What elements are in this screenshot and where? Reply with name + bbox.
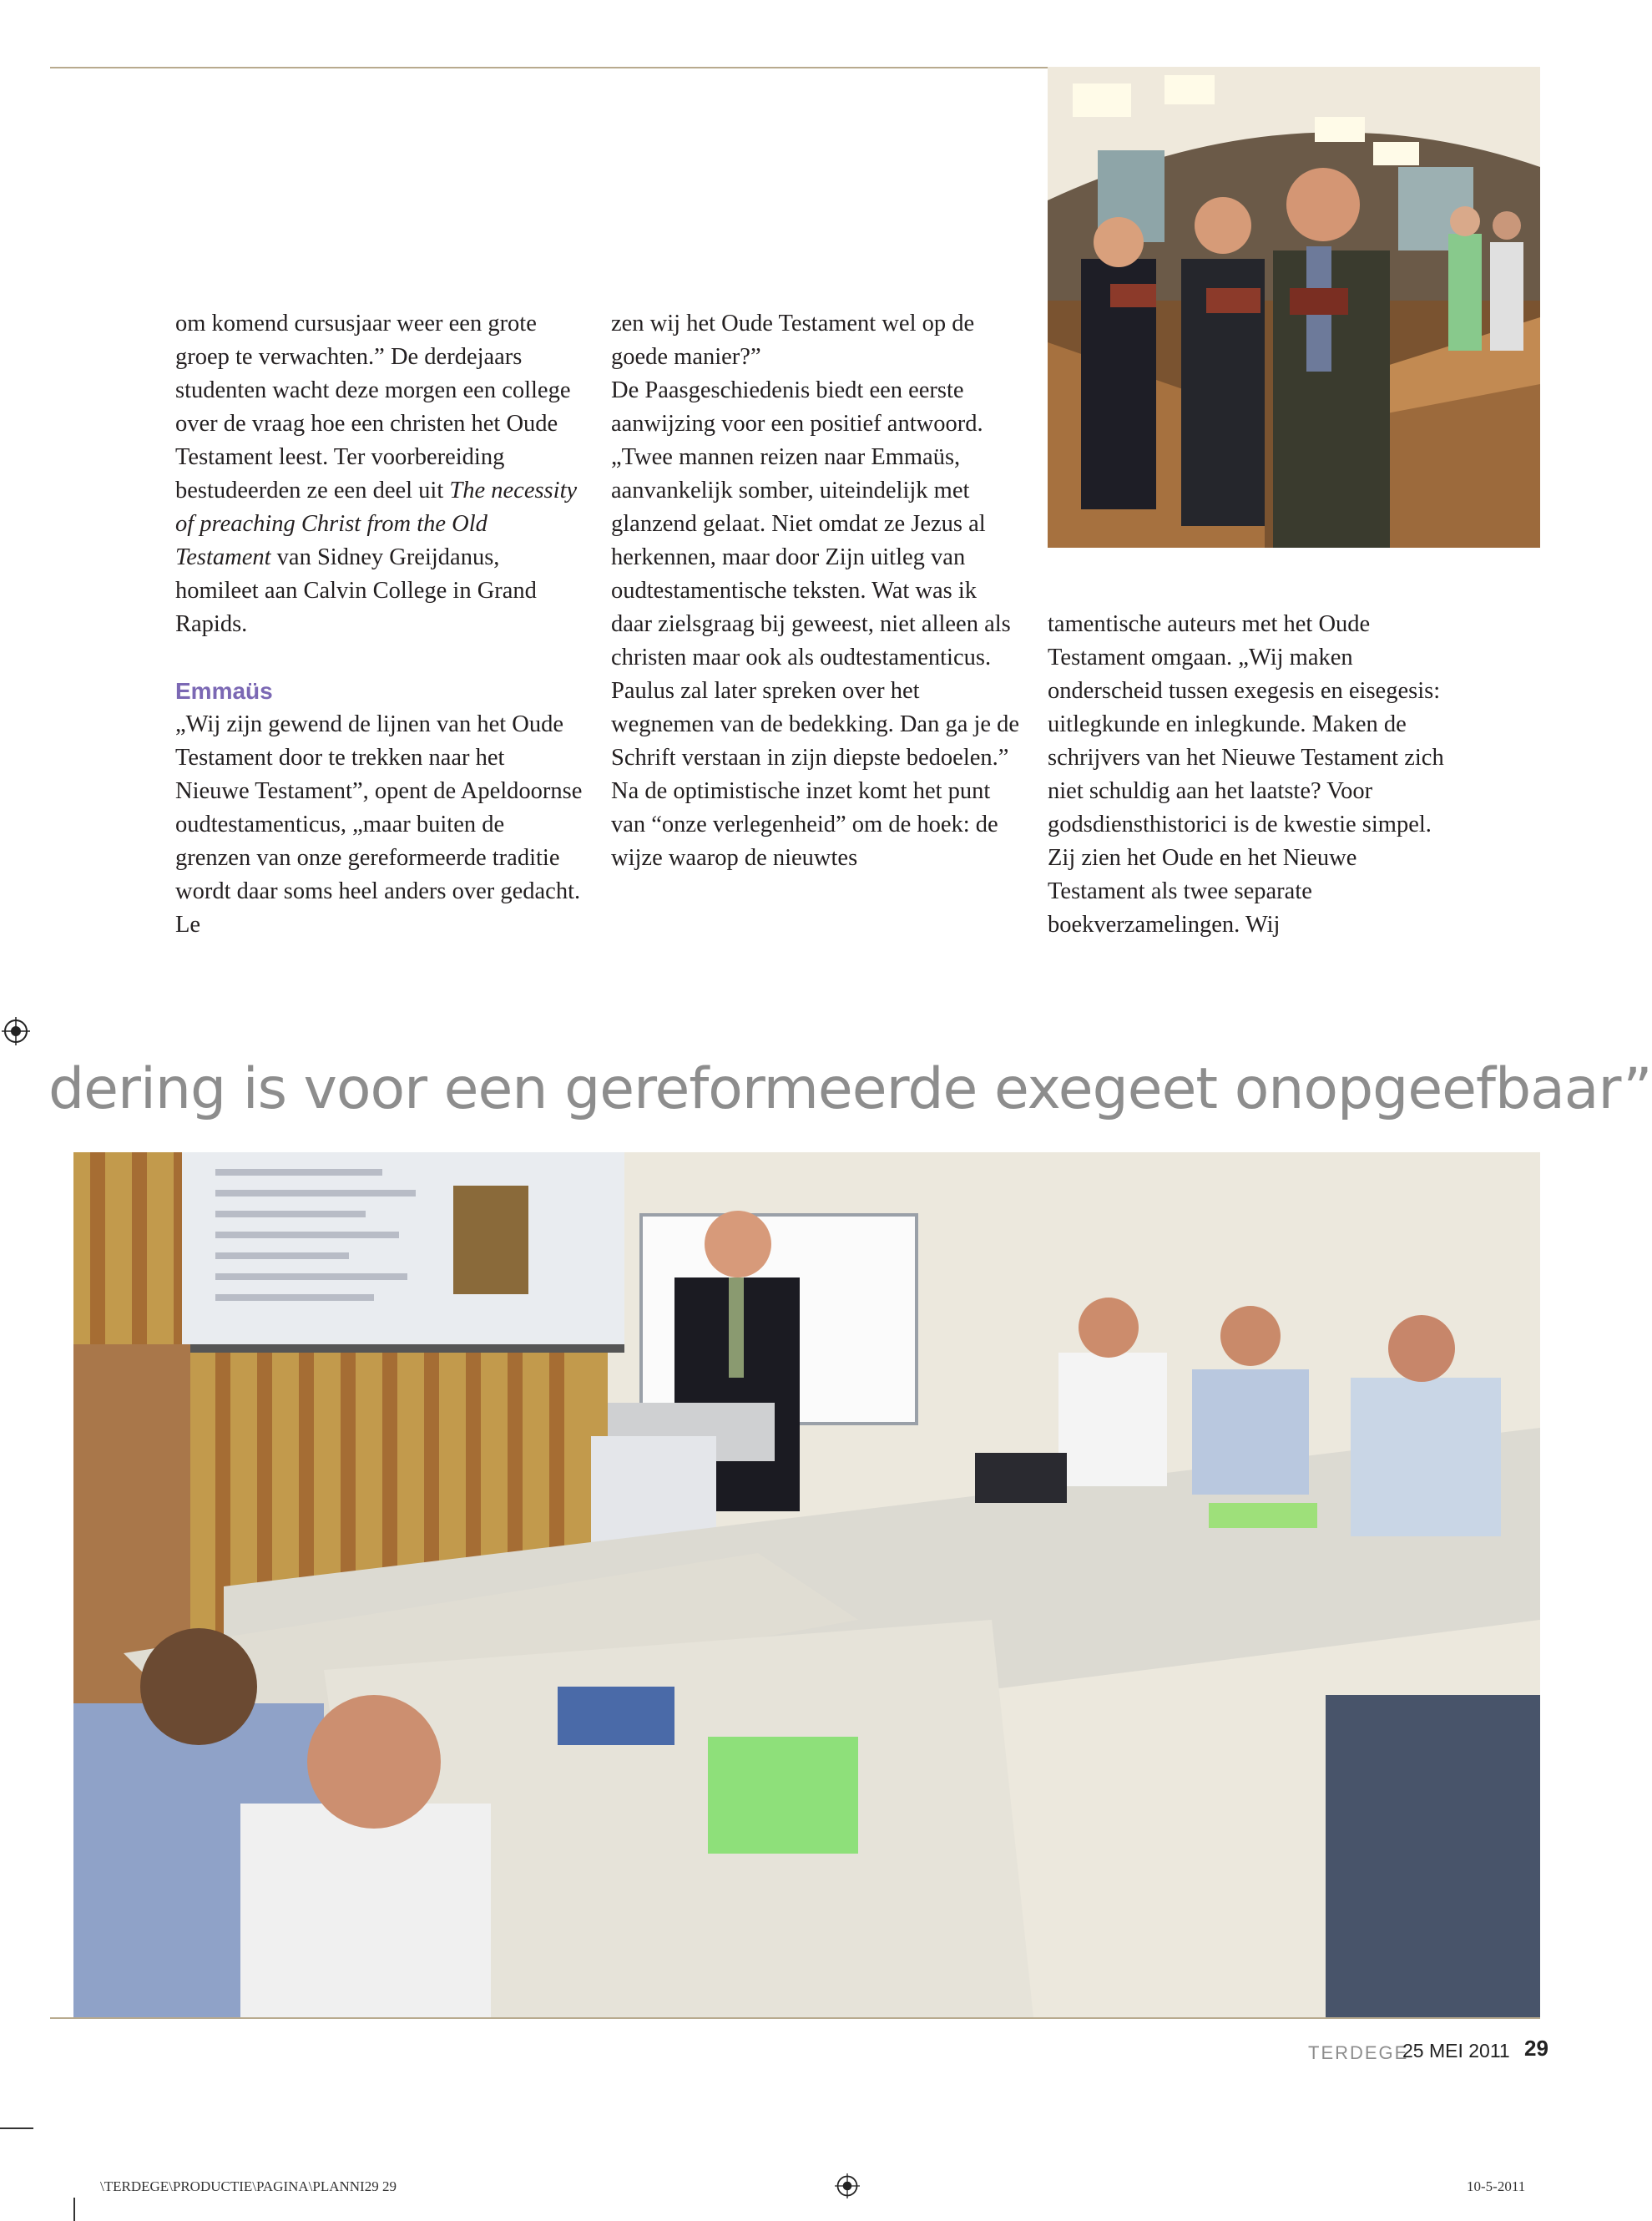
pull-quote: dering is voor een gereformeerde exegeet onopgeefbaar” (48, 1056, 1652, 1122)
registration-mark-bottom-icon (835, 2173, 860, 2198)
col1-paragraph-2: „Wij zijn gewend de lijnen van het Oude Testament door te trekken naar het Nieuwe Testament”, opent de Apeldoornse oudtestamenticus, „maar buiten de grenzen van onze gereformeerde traditie wordt daar soms heel anders over gedacht. Le (175, 711, 583, 938)
slug-path: \TERDEGE\PRODUCTIE\PAGINA\PLANNI29 29 (100, 2178, 397, 2194)
top-rule (50, 67, 1052, 68)
photo-church-pews (1048, 67, 1540, 548)
crop-mark-bottom-left (73, 2198, 75, 2221)
footer-page-number: 29 (1524, 2036, 1548, 2061)
footer-brand: TERDEGE (1308, 2042, 1409, 2063)
book-title: The necessity of preaching Christ from the Old Testament (175, 478, 578, 570)
section-subhead: Emmaüs (175, 678, 273, 704)
article-column-3 (1048, 608, 1457, 942)
footer-date: 25 MEI 2011 (1402, 2040, 1510, 2062)
col1-paragraph-1: om komend cursusjaar weer een grote groep te verwachten.” De derdejaars studenten wacht deze morgen een college over de vraag hoe een christen het Oude Testament leest. Ter voorbereiding bestudeerden ze een deel uit The necessity of preaching Christ from the Old Testament van Sidney Greijdanus, homileet aan Calvin College in Grand Rapids. (175, 311, 578, 637)
col2-paragraph-2: De Paasgeschiedenis biedt een eerste aanwijzing voor een positief antwoord. „Twee mannen reizen naar Emmaüs, aanvankelijk somber, uiteindelijk met glanzend gelaat. Niet omdat ze Jezus al herkennen, maar door Zijn uitleg van oudtestamentische teksten. Wat was ik daar zielsgraag bij geweest, niet alleen als christen maar ook als oudtestamenticus. Paulus zal later spreken over het wegnemen van de bedekking. Dan ga je de Schrift verstaan in zijn diepste bedoelen.” (611, 377, 1020, 771)
church-photo-illustration (1048, 67, 1540, 548)
photo-classroom (73, 1152, 1540, 2017)
crop-mark-left (0, 2127, 33, 2129)
bottom-rule (50, 2017, 1540, 2019)
registration-mark-icon (2, 1017, 30, 1045)
article-column-2 (611, 307, 1020, 875)
article-column-1 (175, 307, 584, 942)
classroom-photo-illustration (73, 1152, 1540, 2017)
col2-paragraph-1: zen wij het Oude Testament wel op de goede manier?” (611, 311, 975, 370)
col3-paragraph-1: tamentische auteurs met het Oude Testament omgaan. „Wij maken onderscheid tussen exegesis en eisegesis: uitlegkunde en inlegkunde. Maken de schrijvers van het Nieuwe Testament zich niet schuldig aan het laatste? Voor godsdiensthistorici is de kwestie simpel. Zij zien het Oude en het Nieuwe Testament als twee separate boekverzamelingen. Wij (1048, 611, 1444, 938)
slug-date: 10-5-2011 (1467, 2178, 1526, 2194)
col2-paragraph-3: Na de optimistische inzet komt het punt van “onze verlegenheid” om de hoek: de wijze waarop de nieuwtes (611, 778, 998, 871)
